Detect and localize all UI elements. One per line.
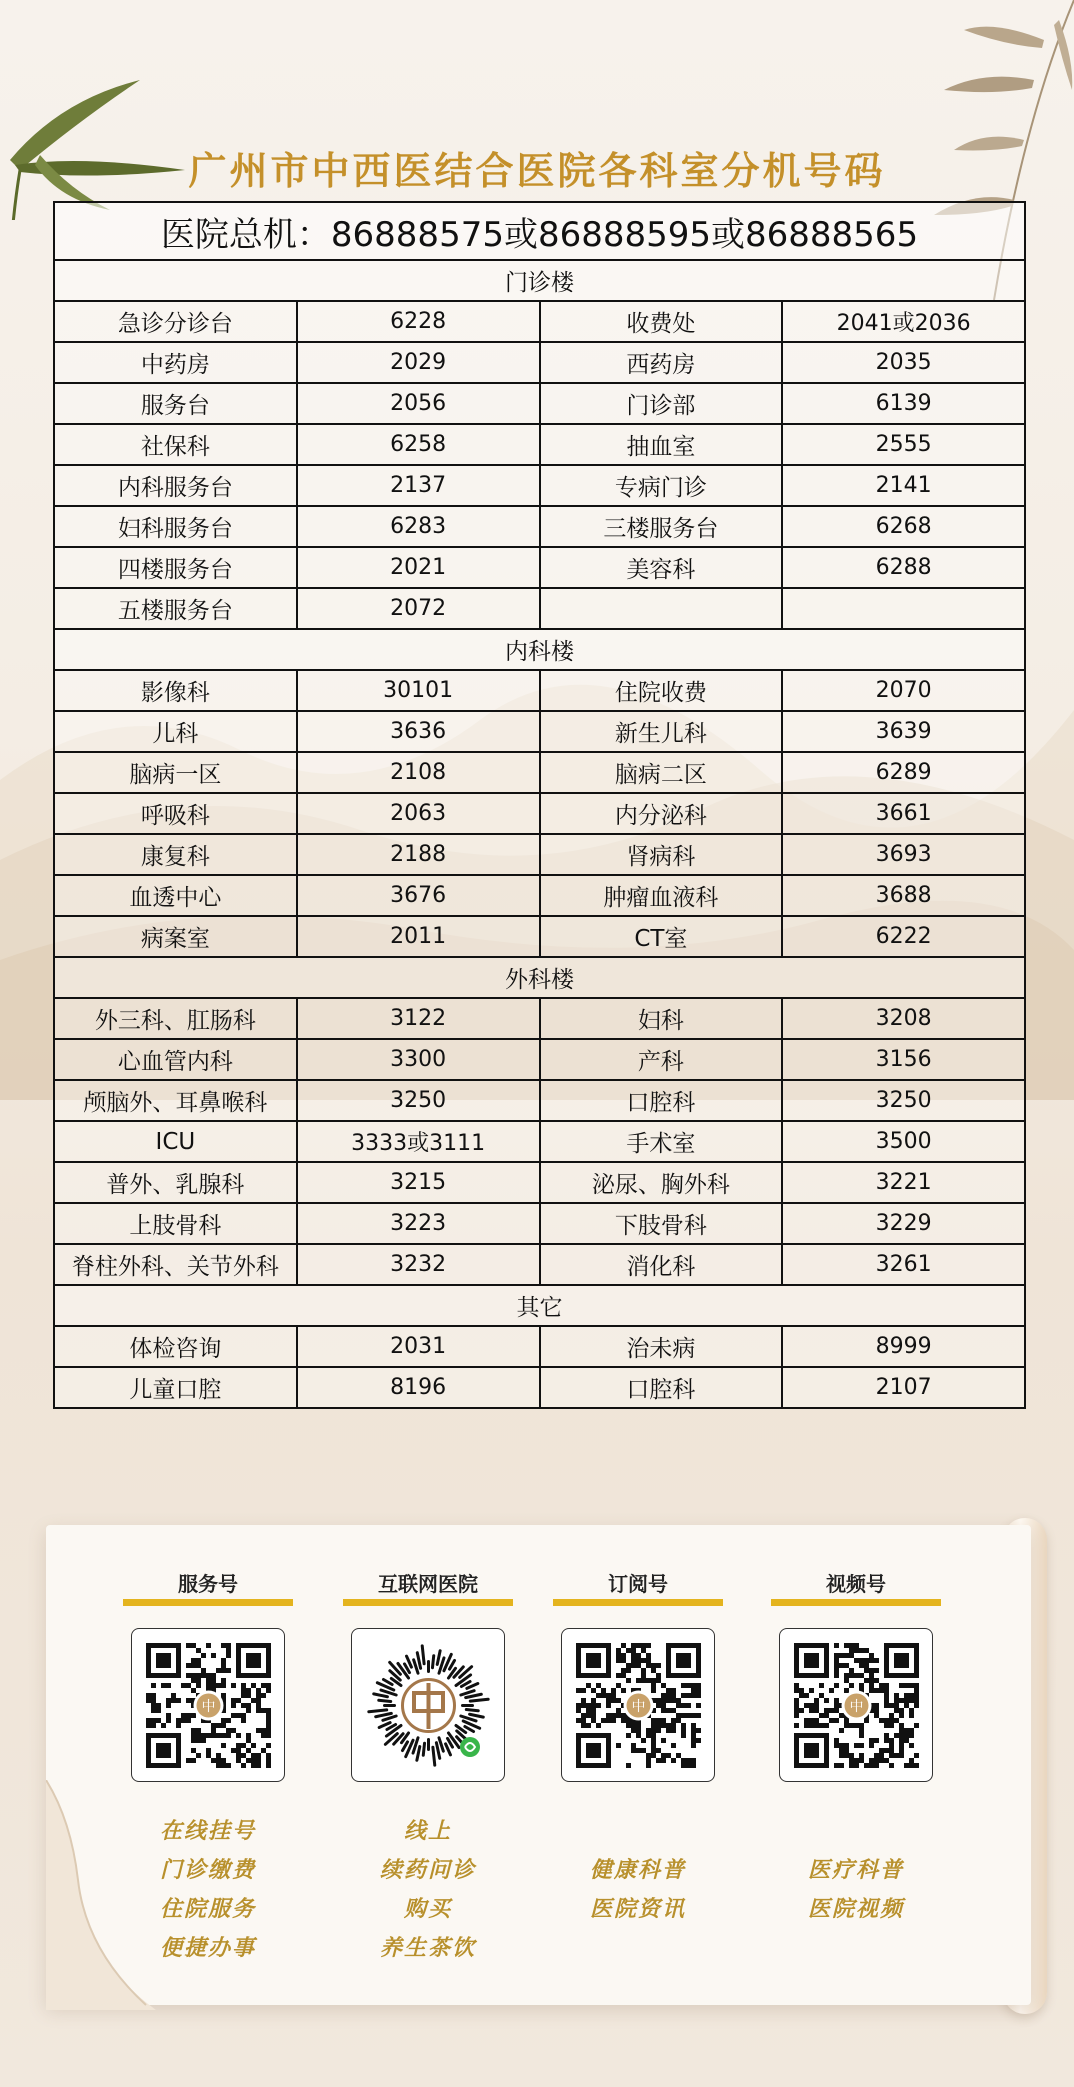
extension-number: 3208	[782, 998, 1025, 1039]
extension-number: 2108	[297, 752, 540, 793]
qr-description-line	[553, 1929, 723, 1968]
department-name: 收费处	[540, 301, 783, 342]
department-name: 治未病	[540, 1326, 783, 1367]
table-row	[54, 752, 1025, 793]
department-name: 专病门诊	[540, 465, 783, 506]
extension-number: 3223	[297, 1203, 540, 1244]
qr-description-line: 在线挂号	[159, 1819, 256, 1844]
extension-number	[782, 588, 1025, 629]
department-name: 上肢骨科	[54, 1203, 297, 1244]
section-title: 内科楼	[54, 629, 1025, 670]
department-name: 儿童口腔	[54, 1367, 297, 1408]
table-row	[54, 670, 1025, 711]
table-row	[54, 793, 1025, 834]
department-name: 住院收费	[540, 670, 783, 711]
extension-number: 2056	[297, 383, 540, 424]
extension-number: 2021	[297, 547, 540, 588]
department-name: 儿科	[54, 711, 297, 752]
qr-description-line	[771, 1812, 941, 1851]
table-row	[54, 834, 1025, 875]
department-name: 肿瘤血液科	[540, 875, 783, 916]
department-name: 普外、乳腺科	[54, 1162, 297, 1203]
table-row	[54, 301, 1025, 342]
extension-number: 2555	[782, 424, 1025, 465]
department-name: ICU	[54, 1121, 297, 1162]
qr-description-line: 医疗科普	[807, 1858, 904, 1883]
department-name: 呼吸科	[54, 793, 297, 834]
extension-number: 2107	[782, 1367, 1025, 1408]
qr-description-line: 购买	[403, 1897, 452, 1922]
table-row	[54, 342, 1025, 383]
qr-description-line	[553, 1812, 723, 1851]
extension-number: 2070	[782, 670, 1025, 711]
extension-number: 2188	[297, 834, 540, 875]
qr-column	[123, 1568, 293, 1968]
qr-code[interactable]	[561, 1628, 715, 1782]
svg-text:中: 中	[201, 1698, 215, 1715]
qr-description-line: 养生茶饮	[379, 1936, 476, 1961]
department-name: 口腔科	[540, 1367, 783, 1408]
department-name: 产科	[540, 1039, 783, 1080]
table-row	[54, 506, 1025, 547]
qr-label: 订阅号	[553, 1568, 723, 1606]
department-name: 美容科	[540, 547, 783, 588]
department-name: 体检咨询	[54, 1326, 297, 1367]
qr-description	[123, 1812, 293, 1968]
qr-description	[553, 1812, 723, 1968]
table-row	[54, 711, 1025, 752]
mini-program-code[interactable]	[351, 1628, 505, 1782]
qr-description	[343, 1812, 513, 1968]
department-name: CT室	[540, 916, 783, 957]
extension-number: 6228	[297, 301, 540, 342]
table-row	[54, 875, 1025, 916]
extension-number: 3639	[782, 711, 1025, 752]
department-name: 妇科服务台	[54, 506, 297, 547]
extension-number: 3676	[297, 875, 540, 916]
department-name: 内科服务台	[54, 465, 297, 506]
department-name: 脑病二区	[540, 752, 783, 793]
department-name: 急诊分诊台	[54, 301, 297, 342]
department-name: 影像科	[54, 670, 297, 711]
extension-number: 30101	[297, 670, 540, 711]
extension-number: 6268	[782, 506, 1025, 547]
extension-number: 2031	[297, 1326, 540, 1367]
extension-number: 6283	[297, 506, 540, 547]
department-name: 心血管内科	[54, 1039, 297, 1080]
department-name: 三楼服务台	[540, 506, 783, 547]
qr-label: 互联网医院	[343, 1568, 513, 1606]
extension-number: 8196	[297, 1367, 540, 1408]
qr-label: 服务号	[123, 1568, 293, 1606]
section-header-row	[54, 260, 1025, 301]
extension-number: 3661	[782, 793, 1025, 834]
extension-number: 3261	[782, 1244, 1025, 1285]
table-row	[54, 1162, 1025, 1203]
table-row	[54, 547, 1025, 588]
qr-label: 视频号	[771, 1568, 941, 1606]
table-row	[54, 1039, 1025, 1080]
qr-code[interactable]	[779, 1628, 933, 1782]
extension-number: 6139	[782, 383, 1025, 424]
department-name: 抽血室	[540, 424, 783, 465]
qr-column	[553, 1568, 723, 1968]
qr-description-line: 便捷办事	[159, 1936, 256, 1961]
qr-description-line: 线上	[403, 1819, 452, 1844]
extension-number: 3693	[782, 834, 1025, 875]
extension-number: 2137	[297, 465, 540, 506]
table-row	[54, 1367, 1025, 1408]
department-name: 服务台	[54, 383, 297, 424]
department-name: 五楼服务台	[54, 588, 297, 629]
table-row	[54, 588, 1025, 629]
extension-number: 2035	[782, 342, 1025, 383]
section-header-row	[54, 629, 1025, 670]
extension-number: 6288	[782, 547, 1025, 588]
extension-number: 6289	[782, 752, 1025, 793]
extension-number: 3232	[297, 1244, 540, 1285]
qr-column	[343, 1568, 513, 1968]
department-name: 妇科	[540, 998, 783, 1039]
extension-number: 2041或2036	[782, 301, 1025, 342]
page-title: 广州市中西医结合医院各科室分机号码	[188, 149, 886, 193]
extension-number: 3500	[782, 1121, 1025, 1162]
department-name: 门诊部	[540, 383, 783, 424]
department-name: 社保科	[54, 424, 297, 465]
extension-number: 2029	[297, 342, 540, 383]
qr-description-line: 医院视频	[807, 1897, 904, 1922]
extension-number: 3300	[297, 1039, 540, 1080]
qr-description-line	[771, 1929, 941, 1968]
department-name: 下肢骨科	[540, 1203, 783, 1244]
qr-description-line: 医院资讯	[589, 1897, 686, 1922]
department-name	[540, 588, 783, 629]
department-name: 肾病科	[540, 834, 783, 875]
extension-number: 2063	[297, 793, 540, 834]
table-row	[54, 1121, 1025, 1162]
svg-text:中: 中	[849, 1698, 863, 1715]
section-header-row	[54, 1285, 1025, 1326]
section-title: 其它	[54, 1285, 1025, 1326]
main-line: 医院总机：86888575或86888595或86888565	[54, 202, 1025, 260]
table-row	[54, 916, 1025, 957]
department-name: 消化科	[540, 1244, 783, 1285]
department-name: 新生儿科	[540, 711, 783, 752]
qr-column	[771, 1568, 941, 1968]
table-row	[54, 1326, 1025, 1367]
table-row	[54, 1203, 1025, 1244]
qr-description-line: 门诊缴费	[159, 1858, 256, 1883]
section-header-row	[54, 957, 1025, 998]
department-name: 口腔科	[540, 1080, 783, 1121]
svg-text:中: 中	[631, 1698, 645, 1715]
extension-number: 3122	[297, 998, 540, 1039]
extension-number: 2011	[297, 916, 540, 957]
section-title: 外科楼	[54, 957, 1025, 998]
extension-number: 3688	[782, 875, 1025, 916]
table-row	[54, 1080, 1025, 1121]
department-name: 病案室	[54, 916, 297, 957]
section-title: 门诊楼	[54, 260, 1025, 301]
qr-description-line: 住院服务	[159, 1897, 256, 1922]
extension-number: 2072	[297, 588, 540, 629]
department-name: 内分泌科	[540, 793, 783, 834]
qr-description-line: 健康科普	[589, 1858, 686, 1883]
extension-number: 3250	[782, 1080, 1025, 1121]
extension-number: 3636	[297, 711, 540, 752]
table-row	[54, 465, 1025, 506]
department-name: 中药房	[54, 342, 297, 383]
qr-description-line: 续药问诊	[379, 1858, 476, 1883]
department-name: 血透中心	[54, 875, 297, 916]
department-name: 脑病一区	[54, 752, 297, 793]
extension-number: 3215	[297, 1162, 540, 1203]
extension-number: 3333或3111	[297, 1121, 540, 1162]
department-name: 四楼服务台	[54, 547, 297, 588]
table-row	[54, 383, 1025, 424]
qr-description	[771, 1812, 941, 1968]
table-row	[54, 424, 1025, 465]
department-name: 泌尿、胸外科	[540, 1162, 783, 1203]
department-name: 手术室	[540, 1121, 783, 1162]
extension-number: 2141	[782, 465, 1025, 506]
department-name: 外三科、肛肠科	[54, 998, 297, 1039]
extension-number: 8999	[782, 1326, 1025, 1367]
table-row	[54, 998, 1025, 1039]
extension-number: 3229	[782, 1203, 1025, 1244]
main-line-row	[54, 202, 1025, 260]
extension-number: 6222	[782, 916, 1025, 957]
department-name: 脊柱外科、关节外科	[54, 1244, 297, 1285]
department-name: 康复科	[54, 834, 297, 875]
qr-code[interactable]	[131, 1628, 285, 1782]
extension-number: 3156	[782, 1039, 1025, 1080]
extension-number: 6258	[297, 424, 540, 465]
extension-number: 3221	[782, 1162, 1025, 1203]
department-name: 颅脑外、耳鼻喉科	[54, 1080, 297, 1121]
department-name: 西药房	[540, 342, 783, 383]
extension-number: 3250	[297, 1080, 540, 1121]
table-row	[54, 1244, 1025, 1285]
extension-directory-table	[53, 201, 1026, 1409]
